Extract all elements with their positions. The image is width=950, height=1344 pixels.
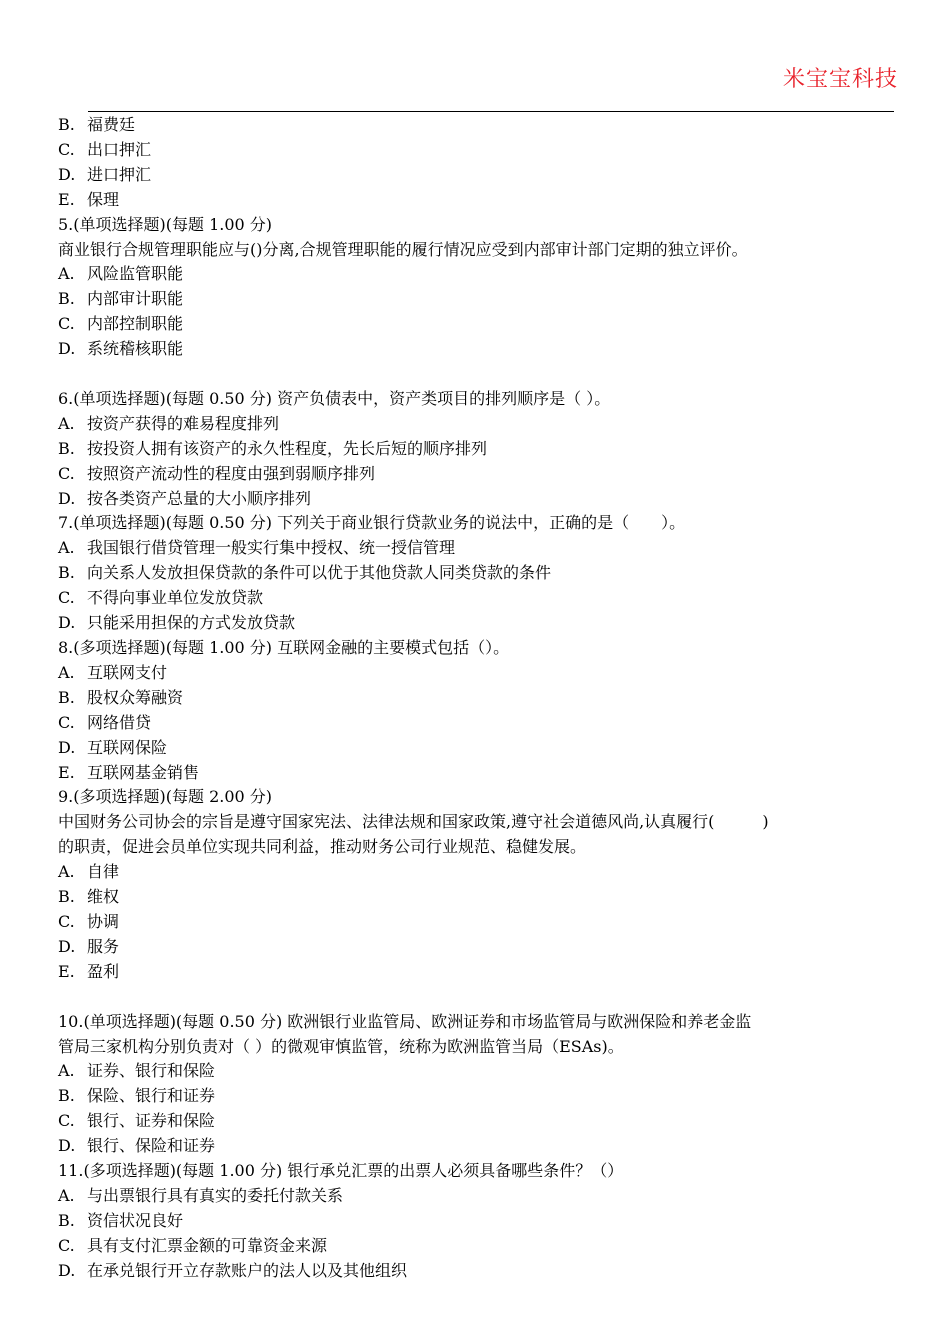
- option-letter: B.: [58, 438, 75, 458]
- option-letter: D.: [58, 1136, 76, 1156]
- question-text: 6.(单项选择题)(每题 0.50 分) 资产负债表中，资产类项目的排列顺序是（ ）。: [58, 388, 611, 408]
- option-letter: D.: [58, 339, 76, 359]
- option-text: 按照资产流动性的程度由强到弱顺序排列: [87, 463, 376, 483]
- option-text: 按投资人拥有该资产的永久性程度，先长后短的顺序排列: [87, 438, 488, 458]
- question-text: 的职责，促进会员单位实现共同利益，推动财务公司行业规范、稳健发展。: [58, 837, 587, 857]
- answer-option: [58, 1234, 902, 1259]
- option-letter: D.: [58, 164, 76, 184]
- answer-option: [58, 163, 902, 188]
- answer-option: [58, 437, 902, 462]
- option-letter: A.: [58, 862, 75, 882]
- option-text: 盈利: [87, 961, 120, 981]
- answer-option: [58, 1209, 902, 1234]
- question-text: 中国财务公司协会的宗旨是遵守国家宪法、法律法规和国家政策,遵守社会道德风尚,认真履行( ): [58, 812, 769, 832]
- answer-option: [58, 262, 902, 287]
- option-text: 风险监管职能: [87, 264, 184, 284]
- question-text: 5.(单项选择题)(每题 1.00 分): [58, 214, 273, 234]
- option-letter: B.: [58, 1086, 75, 1106]
- answer-option: [58, 711, 902, 736]
- answer-option: [58, 611, 902, 636]
- question-text: 7.(单项选择题)(每题 0.50 分) 下列关于商业银行贷款业务的说法中，正确的是（ ）。: [58, 513, 686, 533]
- option-letter: D.: [58, 613, 76, 633]
- option-letter: D.: [58, 488, 76, 508]
- option-letter: C.: [58, 712, 75, 732]
- option-text: 内部审计职能: [87, 289, 184, 309]
- blank-line: [58, 362, 902, 387]
- answer-option: [58, 287, 902, 312]
- answer-option: [58, 910, 902, 935]
- option-letter: A.: [58, 538, 75, 558]
- option-letter: C.: [58, 463, 75, 483]
- option-text: 保理: [87, 189, 120, 209]
- question-text: 9.(多项选择题)(每题 2.00 分): [58, 787, 273, 807]
- option-text: 互联网保险: [87, 737, 168, 757]
- answer-option: [58, 736, 902, 761]
- answer-option: [58, 686, 902, 711]
- option-letter: C.: [58, 314, 75, 334]
- option-text: 按各类资产总量的大小顺序排列: [87, 488, 312, 508]
- option-letter: C.: [58, 1111, 75, 1131]
- option-text: 资信状况良好: [87, 1210, 184, 1230]
- answer-option: [58, 337, 902, 362]
- answer-option: [58, 1084, 902, 1109]
- option-text: 证券、银行和保险: [87, 1061, 216, 1081]
- exam-content: [58, 113, 902, 1284]
- option-text: 互联网支付: [87, 662, 168, 682]
- answer-option: [58, 1109, 902, 1134]
- answer-option: [58, 1259, 902, 1284]
- option-text: 只能采用担保的方式发放贷款: [87, 613, 296, 633]
- option-letter: E.: [58, 961, 75, 981]
- option-text: 自律: [87, 862, 120, 882]
- option-letter: C.: [58, 1235, 75, 1255]
- answer-option: [58, 1134, 902, 1159]
- answer-option: [58, 138, 902, 163]
- option-letter: B.: [58, 1210, 75, 1230]
- option-text: 保险、银行和证券: [87, 1086, 216, 1106]
- question-text: 11.(多项选择题)(每题 1.00 分) 银行承兑汇票的出票人必须具备哪些条件？（）: [58, 1161, 624, 1181]
- option-text: 银行、证券和保险: [87, 1111, 216, 1131]
- option-letter: A.: [58, 662, 75, 682]
- question-text: 管局三家机构分别负责对（ ）的微观审慎监管，统称为欧洲监管当局（ESAs)。: [58, 1036, 624, 1056]
- answer-option: [58, 661, 902, 686]
- question-text: 10.(单项选择题)(每题 0.50 分) 欧洲银行业监管局、欧洲证券和市场监管局与欧洲保险和养老金监: [58, 1011, 752, 1031]
- option-text: 服务: [87, 936, 120, 956]
- option-text: 我国银行借贷管理一般实行集中授权、统一授信管理: [87, 538, 456, 558]
- option-letter: C.: [58, 588, 75, 608]
- option-text: 系统稽核职能: [87, 339, 184, 359]
- option-letter: E.: [58, 189, 75, 209]
- option-text: 按资产获得的难易程度排列: [87, 413, 280, 433]
- option-text: 股权众筹融资: [87, 687, 184, 707]
- answer-option: [58, 1184, 902, 1209]
- option-letter: B.: [58, 887, 75, 907]
- option-letter: A.: [58, 1185, 75, 1205]
- option-text: 不得向事业单位发放贷款: [87, 588, 264, 608]
- question-text: 8.(多项选择题)(每题 1.00 分) 互联网金融的主要模式包括（）。: [58, 638, 510, 658]
- answer-option: [58, 412, 902, 437]
- option-letter: C.: [58, 911, 75, 931]
- option-letter: E.: [58, 762, 75, 782]
- answer-option: [58, 536, 902, 561]
- option-letter: A.: [58, 1061, 75, 1081]
- option-text: 福费廷: [87, 115, 136, 134]
- option-text: 银行、保险和证券: [87, 1136, 216, 1156]
- option-text: 向关系人发放担保贷款的条件可以优于其他贷款人同类贷款的条件: [87, 563, 552, 583]
- option-letter: D.: [58, 936, 76, 956]
- answer-option: [58, 561, 902, 586]
- answer-option: [58, 113, 902, 138]
- answer-option: [58, 487, 902, 512]
- answer-option: [58, 860, 902, 885]
- option-text: 进口押汇: [87, 164, 152, 184]
- answer-option: [58, 586, 902, 611]
- blank-line: [58, 985, 902, 1010]
- question-text: 商业银行合规管理职能应与()分离,合规管理职能的履行情况应受到内部审计部门定期的独立评价。: [58, 239, 748, 259]
- option-text: 互联网基金销售: [87, 762, 200, 782]
- option-letter: C.: [58, 139, 75, 159]
- option-letter: B.: [58, 289, 75, 309]
- answer-option: [58, 885, 902, 910]
- option-text: 出口押汇: [87, 139, 152, 159]
- answer-option: [58, 1059, 902, 1084]
- option-text: 具有支付汇票金额的可靠资金来源: [87, 1235, 328, 1255]
- option-letter: B.: [58, 115, 75, 134]
- answer-option: [58, 960, 902, 985]
- option-text: 与出票银行具有真实的委托付款关系: [87, 1185, 344, 1205]
- option-letter: D.: [58, 737, 76, 757]
- answer-option: [58, 312, 902, 337]
- option-letter: B.: [58, 563, 75, 583]
- option-letter: B.: [58, 687, 75, 707]
- option-text: 内部控制职能: [87, 314, 184, 334]
- option-text: 协调: [87, 911, 120, 931]
- answer-option: [58, 935, 902, 960]
- option-letter: A.: [58, 413, 75, 433]
- option-letter: A.: [58, 264, 75, 284]
- brand-logo-text: 米宝宝科技: [782, 67, 898, 92]
- option-text: 网络借贷: [87, 712, 152, 732]
- option-text: 维权: [87, 887, 120, 907]
- option-text: 在承兑银行开立存款账户的法人以及其他组织: [87, 1260, 408, 1280]
- option-letter: D.: [58, 1260, 76, 1280]
- answer-option: [58, 761, 902, 786]
- answer-option: [58, 462, 902, 487]
- header-divider: [88, 111, 894, 112]
- answer-option: [58, 188, 902, 213]
